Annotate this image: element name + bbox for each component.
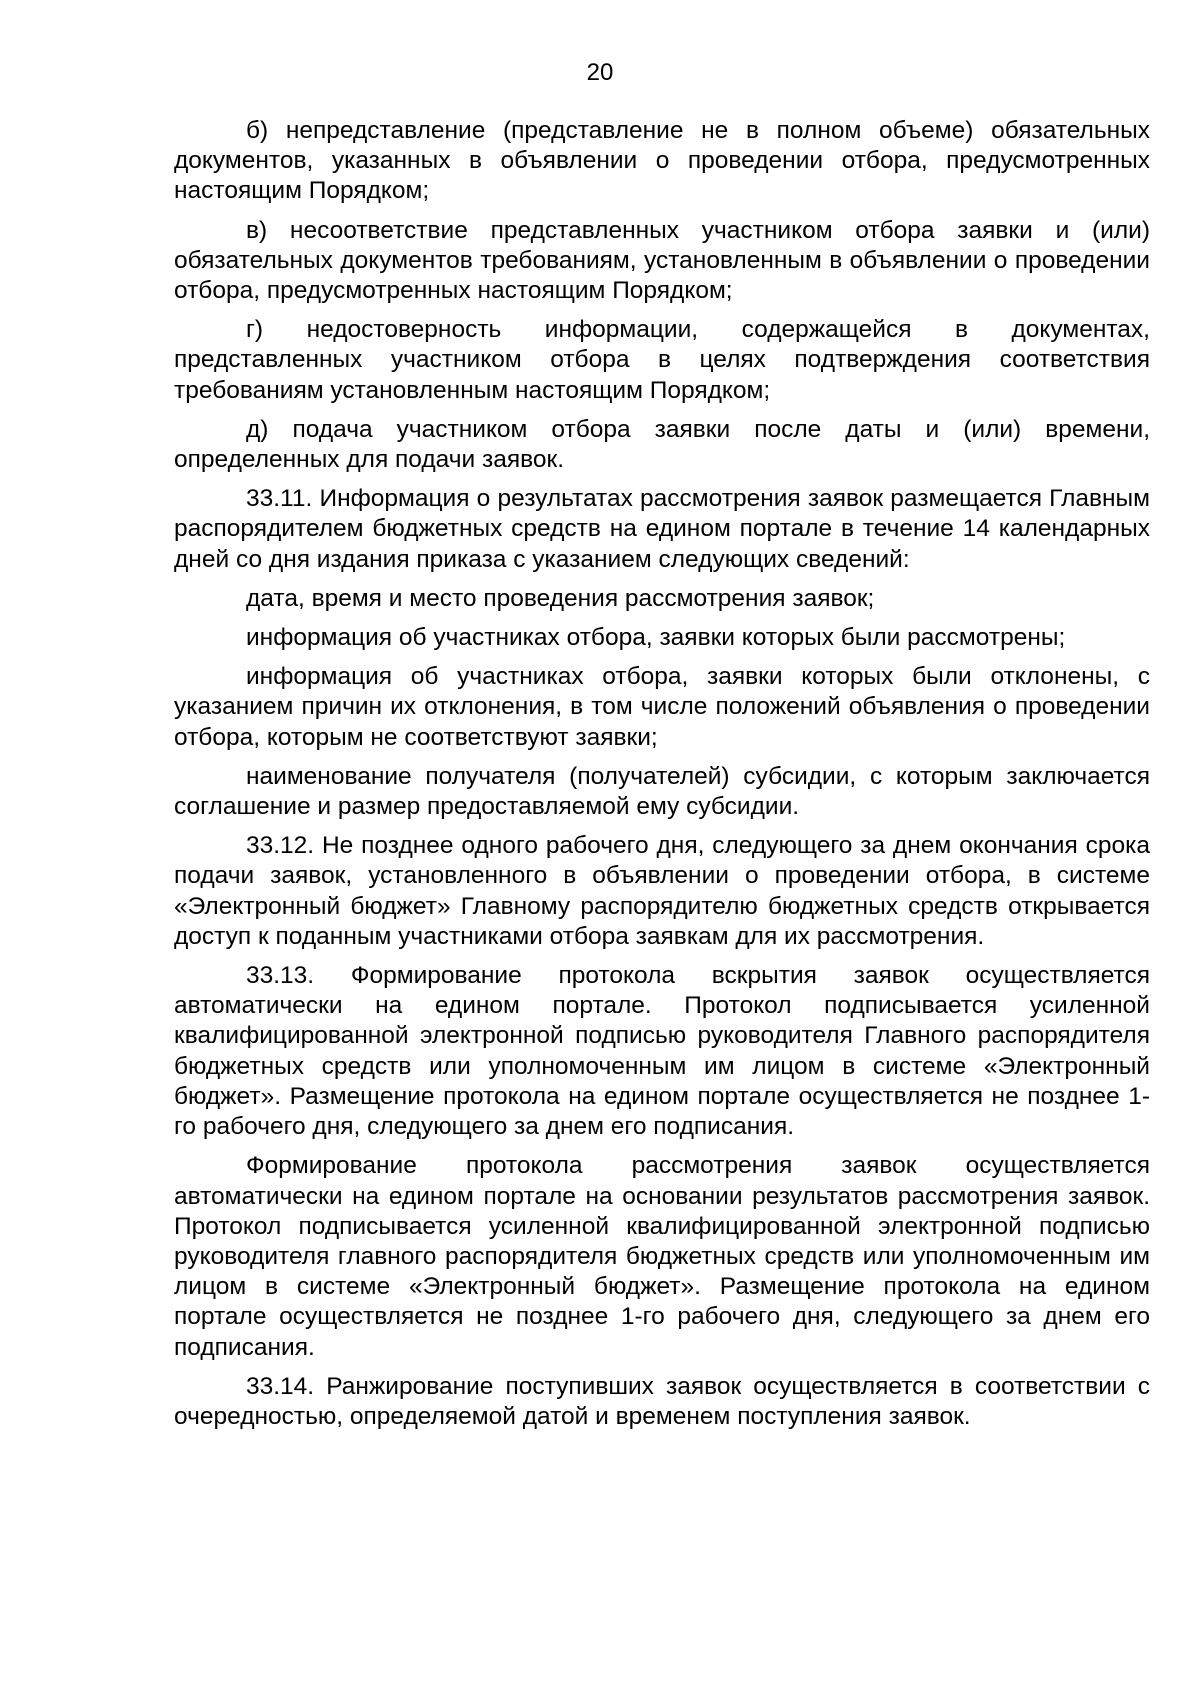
paragraph-rejected-participants: информация об участниках отбора, заявки которых были отклонены, с указанием причин их отклонения, в том числе положений объявления о проведении отбора, которым не соответствуют заявки;	[174, 663, 1150, 751]
paragraph-review-date-place: дата, время и место проведения рассмотрения заявок;	[246, 584, 875, 612]
paragraph-g-false-information: г) недостоверность информации, содержащейся в документах, представленных участником отбора в целях подтверждения соответствия требованиям установленным настоящим Порядком;	[174, 316, 1150, 404]
paragraph-33-13: 33.13. Формирование протокола вскрытия заявок осуществляется автоматически на едином портале. Протокол подписывается усиленной квалифицированной электронной подписью руководителя Главного распорядителя бюджетных средств или уполномоченным им лицом в системе «Электронный бюджет». Размещение протокола на едином портале осуществляется не позднее 1-го рабочего дня, следующего за днем его подписания.	[174, 962, 1150, 1141]
paragraph-b-missing-documents: б) непредставление (представление не в полном объеме) обязательных документов, указанных в объявлении о проведении отбора, предусмотренных настоящим Порядком;	[174, 117, 1150, 205]
paragraph-33-11: 33.11. Информация о результатах рассмотрения заявок размещается Главным распорядителем бюджетных средств на едином портале в течение 14 календарных дней со дня издания приказа с указанием следующих сведений:	[174, 485, 1150, 573]
page-number: 20	[586, 59, 614, 86]
paragraph-recipient-name: наименование получателя (получателей) субсидии, с которым заключается соглашение и размер предоставляемой ему субсидии.	[174, 762, 1150, 821]
paragraph-reviewed-participants: информация об участниках отбора, заявки которых были рассмотрены;	[246, 624, 1066, 652]
paragraph-v-noncompliance: в) несоответствие представленных участником отбора заявки и (или) обязательных документов требованиям, установленным в объявлении о проведении отбора, предусмотренных настоящим Порядком;	[174, 216, 1150, 305]
paragraph-review-protocol: Формирование протокола рассмотрения заявок осуществляется автоматически на едином портале на основании результатов рассмотрения заявок. Протокол подписывается усиленной квалифицированной электронной подписью руководителя главного распорядителя бюджетных средств или уполномоченным им лицом в системе «Электронный бюджет». Размещение протокола на едином портале осуществляется не позднее 1-го рабочего дня, следующего за днем его подписания.	[174, 1152, 1150, 1361]
paragraph-33-14: 33.14. Ранжирование поступивших заявок осуществляется в соответствии с очередностью, определяемой датой и временем поступления заявок.	[174, 1372, 1150, 1430]
paragraph-d-late-submission: д) подача участником отбора заявки после даты и (или) времени, определенных для подачи заявок.	[174, 415, 1150, 474]
document-body	[174, 116, 1150, 1441]
paragraph-33-12: 33.12. Не позднее одного рабочего дня, следующего за днем окончания срока подачи заявок, установленного в объявлении о проведении отбора, в системе «Электронный бюджет» Главному распорядителю бюджетных средств открывается доступ к поданным участниками отбора заявкам для их рассмотрения.	[174, 832, 1150, 950]
